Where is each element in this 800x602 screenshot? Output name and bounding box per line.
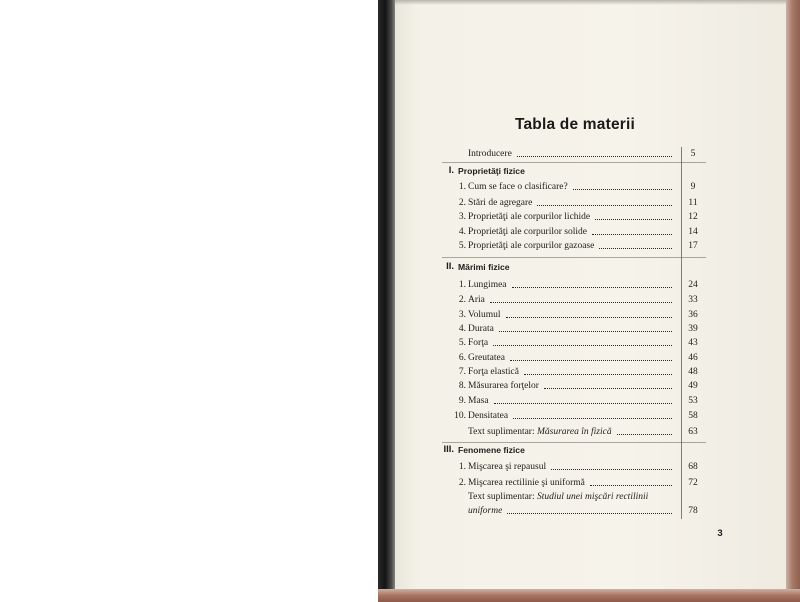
supplement-prefix: Text suplimentar: [468, 427, 535, 437]
entry-title [467, 426, 612, 438]
book-cover-edge-right [786, 0, 800, 602]
toc-entry-supplement-line2 [452, 505, 704, 517]
section-divider [442, 442, 706, 443]
toc-entry [452, 197, 704, 209]
dot-leader [524, 373, 672, 375]
entry-page: 63 [688, 427, 698, 437]
dot-leader [599, 247, 672, 249]
toc-entry [452, 279, 704, 291]
section-title: Fenomene fizice [458, 445, 525, 455]
entry-number: 10. [454, 411, 466, 421]
entry-number: 1. [458, 462, 466, 472]
toc-entry-supplement [452, 426, 704, 438]
entry-number: 6. [458, 353, 466, 363]
toc-entry [452, 337, 704, 349]
toc-entry [452, 181, 704, 193]
toc-entry [452, 395, 704, 407]
entry-title: Stări de agregare [468, 198, 533, 208]
entry-title [467, 505, 502, 517]
toc-entry [452, 323, 704, 335]
dot-leader [551, 468, 672, 470]
toc-entry [452, 352, 704, 364]
page-title: Tabla de materii [514, 116, 636, 133]
entry-title: Măsurarea forţelor [468, 381, 539, 391]
dot-leader [512, 286, 672, 288]
entry-number: 3. [458, 212, 466, 222]
toc-entry [452, 477, 704, 489]
entry-title: Mişcarea rectilinie şi uniformă [468, 478, 585, 488]
entry-title: Forţa elastică [468, 367, 519, 377]
section-title: Mărimi fizice [458, 262, 510, 272]
entry-page: 53 [688, 396, 698, 406]
entry-number: 1. [458, 182, 466, 192]
entry-page: 17 [688, 241, 698, 251]
section-divider [442, 162, 706, 163]
dot-leader [590, 484, 672, 486]
dot-leader [544, 387, 672, 389]
toc-entry-introducere [452, 148, 704, 160]
entry-page: 12 [688, 212, 698, 222]
entry-page: 68 [688, 462, 698, 472]
dot-leader [573, 188, 672, 190]
toc-entry [452, 240, 704, 252]
entry-page: 5 [690, 149, 696, 159]
dot-leader [494, 402, 672, 404]
dot-leader [537, 204, 672, 206]
entry-title [467, 491, 648, 503]
entry-page: 24 [688, 280, 698, 290]
dot-leader [493, 344, 672, 346]
toc-entry [452, 410, 704, 422]
entry-number: 5. [458, 241, 466, 251]
entry-number: 4. [458, 227, 466, 237]
dot-leader [595, 218, 672, 220]
entry-title: Volumul [468, 310, 501, 320]
toc-entry [452, 366, 704, 378]
entry-number: 4. [458, 324, 466, 334]
dot-leader [506, 316, 672, 318]
entry-number: 9. [458, 396, 466, 406]
entry-page: 58 [688, 411, 698, 421]
entry-page: 43 [688, 338, 698, 348]
dot-leader [507, 512, 672, 514]
book-cover-edge-bottom [378, 589, 800, 602]
toc-entry [452, 211, 704, 223]
supplement-title-line1: Studiul unei mişcări rectilinii [537, 492, 649, 502]
toc-entry [452, 380, 704, 392]
book-binding-shadow [378, 0, 396, 602]
section-numeral: II. [446, 261, 454, 272]
entry-title: Introducere [468, 149, 512, 159]
dot-leader [513, 417, 672, 419]
entry-title: Durata [468, 324, 494, 334]
entry-page: 39 [688, 324, 698, 334]
entry-title: Cum se face o clasificare? [468, 182, 568, 192]
entry-number: 3. [458, 310, 466, 320]
dot-leader [510, 359, 672, 361]
section-numeral: III. [443, 444, 454, 455]
supplement-title: Măsurarea în fizică [537, 427, 612, 437]
entry-title: Proprietăţi ale corpurilor gazoase [468, 241, 595, 251]
dot-leader [517, 155, 672, 157]
section-heading [438, 261, 510, 273]
entry-title: Masa [468, 396, 489, 406]
dot-leader [490, 301, 672, 303]
entry-number: 2. [458, 478, 466, 488]
section-title: Proprietăţi fizice [458, 166, 525, 176]
toc-entry-supplement-line1 [452, 491, 704, 503]
entry-title: Forţa [468, 338, 489, 348]
entry-page: 49 [688, 381, 698, 391]
entry-title: Densitatea [468, 411, 509, 421]
entry-page: 72 [688, 478, 698, 488]
toc-entry [452, 226, 704, 238]
dot-leader [617, 433, 672, 435]
page-top-edge [395, 0, 787, 5]
entry-page: 48 [688, 367, 698, 377]
entry-page: 11 [688, 198, 698, 208]
entry-title: Aria [468, 295, 485, 305]
entry-title: Lungimea [468, 280, 507, 290]
page-number: 3 [717, 528, 723, 539]
toc-entry [452, 294, 704, 306]
entry-number: 2. [458, 295, 466, 305]
supplement-prefix: Text suplimentar: [468, 492, 535, 502]
section-heading [438, 165, 525, 177]
entry-number: 5. [458, 338, 466, 348]
section-divider [442, 257, 706, 258]
entry-number: 2. [458, 198, 466, 208]
entry-title: Proprietăţi ale corpurilor lichide [468, 212, 591, 222]
entry-title: Greutatea [468, 353, 505, 363]
entry-page: 46 [688, 353, 698, 363]
entry-title: Proprietăţi ale corpurilor solide [468, 227, 587, 237]
section-numeral: I. [448, 165, 454, 176]
entry-number: 8. [458, 381, 466, 391]
entry-title: Mişcarea şi repausul [468, 462, 547, 472]
dot-leader [499, 330, 672, 332]
entry-page: 9 [690, 182, 696, 192]
entry-page: 14 [688, 227, 698, 237]
dot-leader [592, 233, 672, 235]
entry-page: 33 [688, 295, 698, 305]
toc-entry [452, 309, 704, 321]
toc-entry [452, 461, 704, 473]
entry-number: 7. [458, 367, 466, 377]
entry-page: 36 [688, 310, 698, 320]
entry-page: 78 [688, 506, 698, 516]
section-heading [438, 444, 525, 456]
supplement-title-line2: uniforme [468, 506, 503, 516]
entry-number: 1. [458, 280, 466, 290]
